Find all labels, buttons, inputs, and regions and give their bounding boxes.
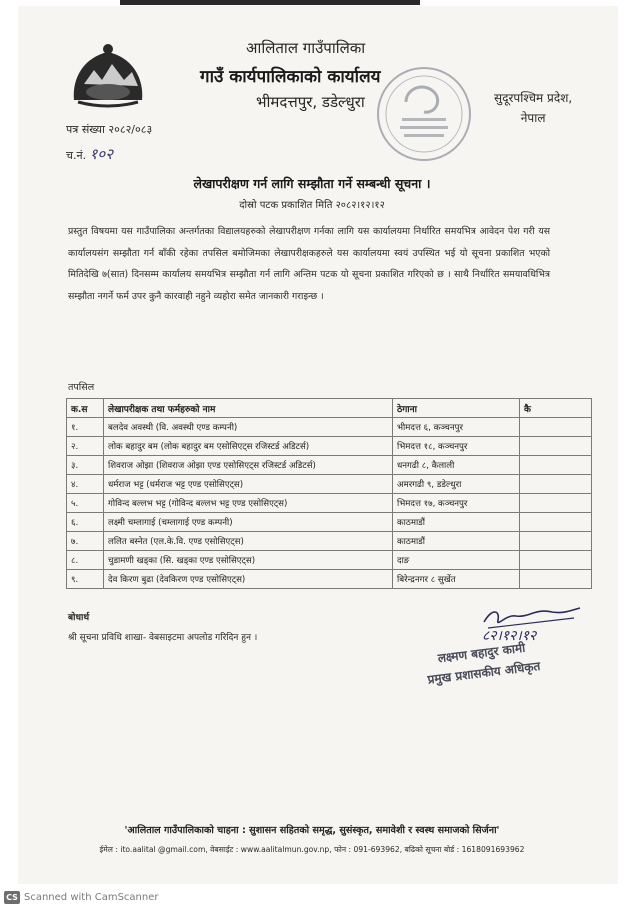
notice-body: प्रस्तुत विषयमा यस गाउँपालिका अन्तर्गतका विद्यालयहरुको लेखापरीक्षण गर्नका लागि यस कार्यालयमा निर्धारित समयभित्र आवेदन पेश गरी यस कार्यालयसंग सम्झौता गर्न बाँकी रहेका तपसिल बमोजिमका लेखापरीक्षकहरुले यस कार्यालयमा स्वयं उपस्थित भई यो सूचना प्रकाशित भएको मितिदेखि ७(सात) दिनसम्म कार्यालय समयभित्र सम्झौता गर्न लागि अन्तिम पटक यो सूचना प्रकाशित गरिएको छ । साथै निर्धारित समयावधिभित्र सम्झौता नगर्ने फर्म उपर कुनै कारवाही नहुने व्यहोरा समेत जानकारी गराइन्छ । [68,226,550,302]
cell-serial: ९. [67,570,104,589]
cell-remarks [520,551,592,570]
col-address: ठेगाना [393,399,520,418]
cell-address: बिरेन्द्रनगर ८ सुर्खेत [393,570,520,589]
cell-serial: १. [67,418,104,437]
country-name: नेपाल [520,111,546,125]
details-label: तपसिल [68,382,95,393]
table-row [67,456,592,475]
cell-name: लक्ष्मी चम्लागाई (चम्लागाई एण्ड कम्पनी) [104,513,393,532]
scanner-watermark [4,891,159,904]
camscanner-logo-icon: CS [4,891,20,904]
scan-shadow [120,0,420,5]
table-row [67,494,592,513]
cell-address: काठमाडौं [393,513,520,532]
cell-serial: ६. [67,513,104,532]
for-info-label: बोधार्थ [68,613,90,623]
cell-remarks [520,437,592,456]
cell-name: ललित बस्नेत (एल.के.वि. एण्ड एसोसिएट्स) [104,532,393,551]
scanner-text: Scanned with CamScanner [24,892,159,903]
table-row [67,513,592,532]
table-row [67,532,592,551]
dispatch-number [66,142,152,168]
cell-remarks [520,570,592,589]
cell-name: देव किरण बुढा (देवकिरण एण्ड एसोसिएट्स) [104,570,393,589]
cell-address: भिमदत्त १८, कञ्चनपुर [393,437,520,456]
cell-remarks [520,418,592,437]
cell-name: बलदेव अवस्थी (वि. अवस्थी एण्ड कम्पनी) [104,418,393,437]
office-title: गाउँ कार्यपालिकाको कार्यालय [200,67,381,87]
table-row [67,475,592,494]
province-name: सुदूरपश्चिम प्रदेश, [494,91,573,105]
table-row [67,437,592,456]
cell-address: भीमदत्त ६, कञ्चनपुर [393,418,520,437]
cell-serial: ७. [67,532,104,551]
cell-address: अमरगढी ९, डडेल्धुरा [393,475,520,494]
cell-remarks [520,513,592,532]
letter-number-label: पत्र संख्या [66,123,105,136]
office-stamp-icon [372,62,476,166]
signature-date: ८२।१२।१२ [482,628,537,644]
dispatch-number-label: च.नं. [66,149,87,162]
cell-name: गोविन्द बल्लभ भट्ट (गोविन्द बल्लभ भट्ट एण्ड एसोसिएट्स) [104,494,393,513]
cell-name: चुडामणी खड्का (सि. खड्का एण्ड एसोसिएट्स) [104,551,393,570]
cell-serial: ३. [67,456,104,475]
table-header-row [67,399,592,418]
cell-address: दाङ [393,551,520,570]
cell-remarks [520,456,592,475]
cell-serial: ५. [67,494,104,513]
col-auditor-name: लेखापरीक्षक तथा फर्महरुको नाम [104,399,393,418]
dispatch-number-value: १०२ [89,145,113,163]
footer-slogan: 'आलिताल गाउँपालिकाको चाहना : सुशासन सहितको समृद्ध, सुसंस्कृत, समावेशी र स्वस्थ समाजको सिर्जना' [124,825,500,836]
cell-serial: ८. [67,551,104,570]
letter-number-value: २०८२/०८३ [108,123,153,136]
notice-subject: लेखापरीक्षण गर्न लागि सम्झौता गर्ने सम्बन्धी सूचना । [193,176,431,191]
table-row [67,418,592,437]
letter-number [66,118,152,142]
cell-address: धनगढी ८, कैलाली [393,456,520,475]
reference-block [66,118,152,168]
cell-address: काठमाडौं [393,532,520,551]
col-serial: क.स [67,399,104,418]
province-block [494,88,572,128]
auditor-table [66,398,592,589]
cell-remarks [520,532,592,551]
cell-remarks [520,475,592,494]
table-row [67,570,592,589]
footer-contact: ईमेल : ito.aalital @gmail.com, वेबसाईट : www.aalitalmun.gov.np, फोन : 091-693962, बढिको सूचना बोर्ड : 1618091693962 [99,845,525,854]
cell-name: शिवराज ओझा (शिवराज ओझा एण्ड एसोसिएट्स रजिस्टर्ड अडिटर्स) [104,456,393,475]
signatory-title: प्रमुख प्रशासकीय अधिकृत [426,659,542,687]
signatory-name: लक्ष्मण बहादुर कामी [437,640,526,666]
cell-serial: ४. [67,475,104,494]
cell-name: लोक बहादुर बम (लोक बहादुर बम एसोसिएट्स रजिस्टर्ड अडिटर्स) [104,437,393,456]
publication-date: दोस्रो पटक प्रकाशित मिति २०८२।१२।१२ [239,200,385,211]
government-emblem-icon [68,40,148,112]
for-info-line: श्री सूचना प्रविधि शाखा- वेबसाइटमा अपलोड गरिदिन हुन । [68,633,258,643]
cell-name: धर्मराज भट्ट (धर्मराज भट्ट एण्ड एसोसिएट्स) [104,475,393,494]
cell-address: भिमदत्त १७, कञ्चनपुर [393,494,520,513]
municipality-name: आलिताल गाउँपालिका [246,39,366,57]
cell-remarks [520,494,592,513]
cell-serial: २. [67,437,104,456]
table-row [67,551,592,570]
office-address: भीमदत्तपुर, डडेल्धुरा [256,93,365,111]
col-remarks: कै [520,399,592,418]
